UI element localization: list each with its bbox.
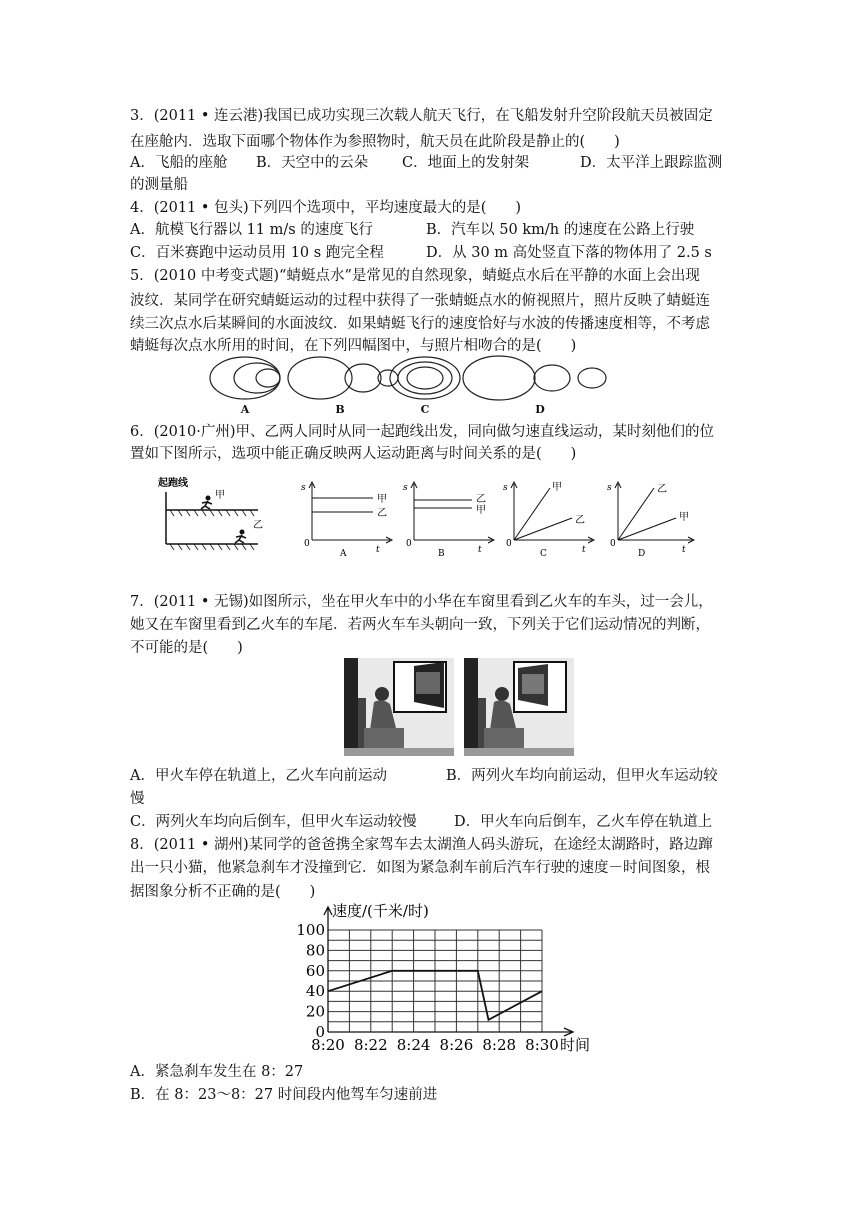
x-tick-label: 8:24 [396,1036,431,1054]
graph-a-label: A [340,549,347,558]
q4-option-d: D．从 30 m 高处竖直下落的物体用了 2.5 s [426,245,712,261]
ripple-label-a: A [240,403,250,416]
chart-x-ticks [311,1036,559,1054]
svg-text:t: t [582,545,586,555]
x-tick-label: 8:28 [482,1036,517,1054]
q4-option-b: B．汽车以 50 km/h 的速度在公路上行驶 [426,222,695,238]
q3-line2: 在座舱内．选取下面哪个物体作为参照物时，航天员在此阶段是静止的( ) [130,134,620,150]
q3-option-a: A．飞船的座舱 [130,155,228,171]
svg-text:乙: 乙 [476,494,486,505]
svg-text:s: s [301,483,306,493]
q5-line3: 续三次点水后某瞬间的水面波纹．如果蜻蜓飞行的速度恰好与水波的传播速度相等，不考虑 [130,316,710,332]
y-tick-label: 40 [305,982,325,1001]
svg-text:0: 0 [304,539,310,549]
yi-label: 乙 [253,520,263,531]
ripple-c-outer [390,357,460,399]
svg-text:甲: 甲 [377,494,387,505]
svg-text:甲: 甲 [552,482,562,493]
chart-y-label: 速度/(千米/时) [332,902,429,920]
q7-option-b: B．两列火车均向前运动，但甲火车运动较 [446,768,718,784]
y-tick-label: 80 [305,941,325,960]
svg-text:乙: 乙 [377,508,387,519]
q3-option-b: B．天空中的云朵 [256,155,369,171]
q7-option-c: C．两列火车均向后倒车，但甲火车运动较慢 [130,814,417,830]
ripple-d-1 [463,356,535,400]
ripple-c-inner [407,367,443,389]
q6-line2: 置如下图所示，选项中能正确反映两人运动距离与时间关系的是( ) [130,446,577,462]
runner-jia [201,496,212,510]
ripple-a-mid [234,363,280,393]
q8-option-b: B．在 8：23～8：27 时间段内他驾车匀速前进 [130,1087,438,1103]
jia-label: 甲 [215,490,225,501]
q7-line1: 7．(2011 • 无锡)如图所示，坐在甲火车中的小华在车窗里看到乙火车的车头，过一会儿， [130,594,713,610]
graph-c-label: C [540,549,547,558]
x-tick-label: 8:20 [311,1036,345,1054]
q8-option-a: A．紧急刹车发生在 8：27 [130,1064,304,1080]
ripple-label-c: C [420,403,430,416]
svg-text:s: s [607,483,612,493]
ripple-b-2 [345,364,381,392]
ripple-label-d: D [535,403,545,416]
q7-option-b-cont: 慢 [130,791,145,807]
q4-line1: 4．(2011 • 包头)下列四个选项中，平均速度最大的是( ) [130,200,522,216]
q3-option-d-cont: 的测量船 [130,177,188,193]
svg-text:t: t [376,545,380,555]
train-photo-right [464,658,574,756]
q4-option-a: A．航模飞行器以 11 m/s 的速度飞行 [130,222,373,238]
svg-text:0: 0 [506,539,512,549]
graph-d-label: D [638,549,646,558]
q8-line1: 8．(2011 • 湖州)某同学的爸爸携全家驾车去太湖渔人码头游玩，在途经太湖路时，路边蹿 [130,837,713,853]
ripple-label-b: B [335,403,345,416]
q3-line1: 3．(2011 • 连云港)我国已成功实现三次载人航天飞行，在飞船发射升空阶段航天员被固定 [130,108,713,124]
st-graph-a [298,478,398,558]
q4-option-c: C．百米赛跑中运动员用 10 s 跑完全程 [130,245,384,261]
svg-text:t: t [478,545,482,555]
svg-text:乙: 乙 [575,515,585,526]
q7-line2: 她又在车窗里看到乙火车的车尾．若两火车车头朝向一致，下列关于它们运动情况的判断， [130,617,710,633]
q5-line1: 5．(2010 中考变式题)“蜻蜓点水”是常见的自然现象，蜻蜓点水后在平静的水面上会出现 [130,268,700,284]
ripple-a-outer [210,357,280,399]
x-axis [328,1028,573,1036]
graph-b-label: B [438,549,445,558]
q5-line4: 蜻蜓每次点水所用的时间，在下列四幅图中，与照片相吻合的是( ) [130,338,577,354]
speed-time-chart [290,900,600,1060]
train-photo-left [344,658,454,756]
q6-line1: 6．(2010·广州)甲、乙两人同时从同一起跑线出发，同向做匀速直线运动，某时刻他们的位 [130,424,715,440]
ripple-d-3 [578,368,606,388]
race-figure [150,472,265,552]
ripple-d-2 [534,365,570,391]
q8-line3: 据图象分析不正确的是( ) [130,884,316,900]
q8-line2: 出一只小猫，他紧急刹车才没撞到它．如图为紧急刹车前后汽车行驶的速度－时间图象，根 [130,860,710,876]
st-graph-b [400,478,500,558]
q3-option-d: D．太平洋上跟踪监测 [580,155,723,171]
q5-line2: 波纹．某同学在研究蜻蜓运动的过程中获得了一张蜻蜓点水的俯视照片，照片反映了蜻蜓连 [130,293,710,309]
chart-y-ticks [296,921,325,1041]
x-tick-label: 8:22 [353,1036,388,1054]
svg-text:t: t [682,545,686,555]
ripple-a-inner [256,369,280,387]
y-tick-label: 0 [315,1023,325,1041]
y-tick-label: 20 [305,1002,325,1021]
q7-option-d: D．甲火车向后倒车，乙火车停在轨道上 [454,814,713,830]
q3-option-c: C．地面上的发射架 [402,155,530,171]
svg-text:乙: 乙 [657,484,667,495]
st-graph-c [500,478,605,558]
st-graph-d [604,478,704,558]
x-tick-label: 8:26 [439,1036,474,1054]
svg-text:s: s [403,483,408,493]
svg-text:甲: 甲 [476,505,486,516]
q7-line3: 不可能的是( ) [130,640,243,656]
ripple-figures [205,354,625,416]
svg-text:s: s [503,483,508,493]
start-line-label: 起跑线 [158,478,188,489]
svg-text:甲: 甲 [679,512,689,523]
y-axis [324,907,332,1032]
svg-text:0: 0 [610,539,616,549]
svg-text:0: 0 [406,539,412,549]
runner-yi [235,530,246,544]
q7-option-a: A．甲火车停在轨道上，乙火车向前运动 [130,768,387,784]
chart-x-label: 时间 [560,1036,591,1054]
y-tick-label: 100 [296,921,325,939]
y-tick-label: 60 [305,961,325,980]
ripple-b-1 [288,357,352,399]
x-tick-label: 8:30 [525,1036,559,1054]
